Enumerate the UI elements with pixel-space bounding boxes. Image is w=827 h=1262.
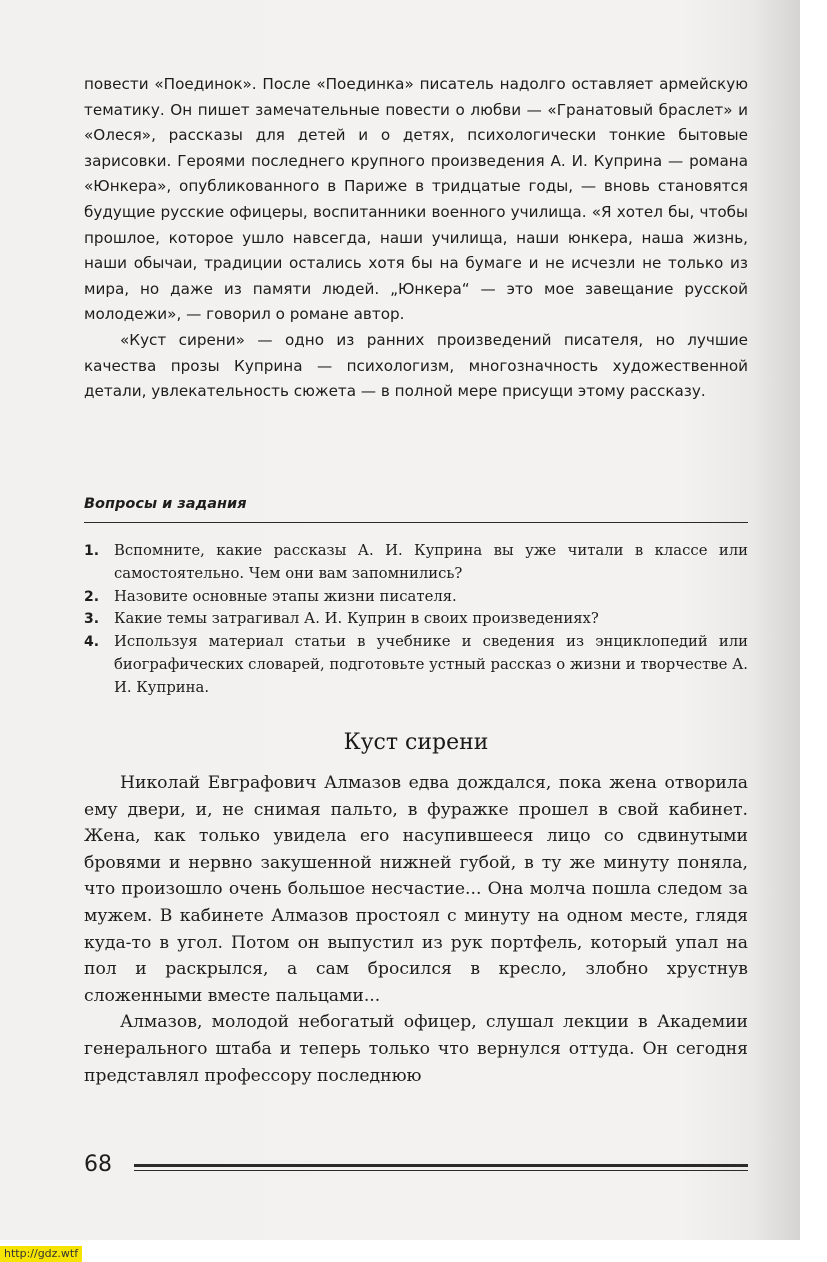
question-item (84, 608, 748, 631)
story-title: Куст сирени (343, 730, 489, 755)
questions-header (84, 494, 748, 523)
question-text: Какие темы затрагивал А. И. Куприн в своих произведениях? (114, 610, 599, 628)
question-item (84, 631, 748, 699)
story-paragraph: Алмазов, молодой небогатый офицер, слушал лекции в Академии генерального штаба и теперь только что вернулся оттуда. Он сегодня представлял профессору последнюю (84, 1012, 748, 1086)
question-item (84, 586, 748, 609)
question-text: Вспомните, какие рассказы А. И. Куприна вы уже читали в классе или самостоятельно. Чем они вам запомнились? (114, 542, 748, 582)
story-text (84, 770, 748, 1089)
intro-paragraph: «Куст сирени» — одно из ранних произведений писателя, но лучшие качества прозы Куприна — психологизм, многозначность художественной детали, увлекательность сюжета — в полной мере присущи этому рассказу. (84, 330, 748, 401)
question-text: Назовите основные этапы жизни писателя. (114, 587, 457, 605)
intro-paragraph: повести «Поединок». После «Поединка» писатель надолго оставляет армейскую тематику. Он пишет замечательные повести о любви — «Гранатовый браслет» и «Олеся», рассказы для детей и о детях, психологически тонкие бытовые зарисовки. Героями последнего крупного произведения А. И. Куприна — романа «Юнкера», опубликованного в Париже в тридцатые годы, — вновь становятся будущие русские офицеры, воспитанники военного училища. «Я хотел бы, чтобы прошлое, которое ушло навсегда, наши училища, наши юнкера, наша жизнь, наши обычаи, традиции остались хотя бы на бумаге и не исчезли не только из мира, но даже из памяти людей. „Юнкера“ — это мое завещание русской молодежи», — говорил о романе автор. (84, 75, 748, 324)
question-item (84, 540, 748, 586)
story-paragraph: Николай Евграфович Алмазов едва дождался, пока жена отворила ему двери, и, не снимая пальто, в фуражке прошел в свой кабинет. Жена, как только увидела его насупившееся лицо со сдвинутыми бровями и нервно закушенной нижней губой, в ту же минуту поняла, что произошло очень большое несчастие... Она молча пошла следом за мужем. В кабинете Алмазов простоял с минуту на одном месте, глядя куда-то в угол. Потом он выпустил из рук портфель, который упал на пол и раскрылся, а сам бросился в кресло, злобно хрустнув сложенными вместе пальцами... (84, 773, 748, 1006)
intro-text (84, 72, 748, 405)
footer-rule (134, 1164, 748, 1167)
page-number: 68 (84, 1152, 112, 1177)
question-number: 1. (84, 543, 100, 559)
question-number: 3. (84, 611, 100, 628)
question-number: 2. (84, 588, 100, 605)
question-text: Используя материал статьи в учебнике и сведения из энциклопедий или биографических словарей, подготовьте устный рассказ о жизни и творчестве А. И. Куприна. (114, 633, 748, 696)
questions-title: Вопросы и задания (84, 496, 247, 512)
watermark-link[interactable]: http://gdz.wtf (0, 1246, 82, 1262)
questions-list (84, 540, 748, 700)
question-number: 4. (84, 634, 100, 651)
footer-rule-thin (134, 1170, 748, 1171)
